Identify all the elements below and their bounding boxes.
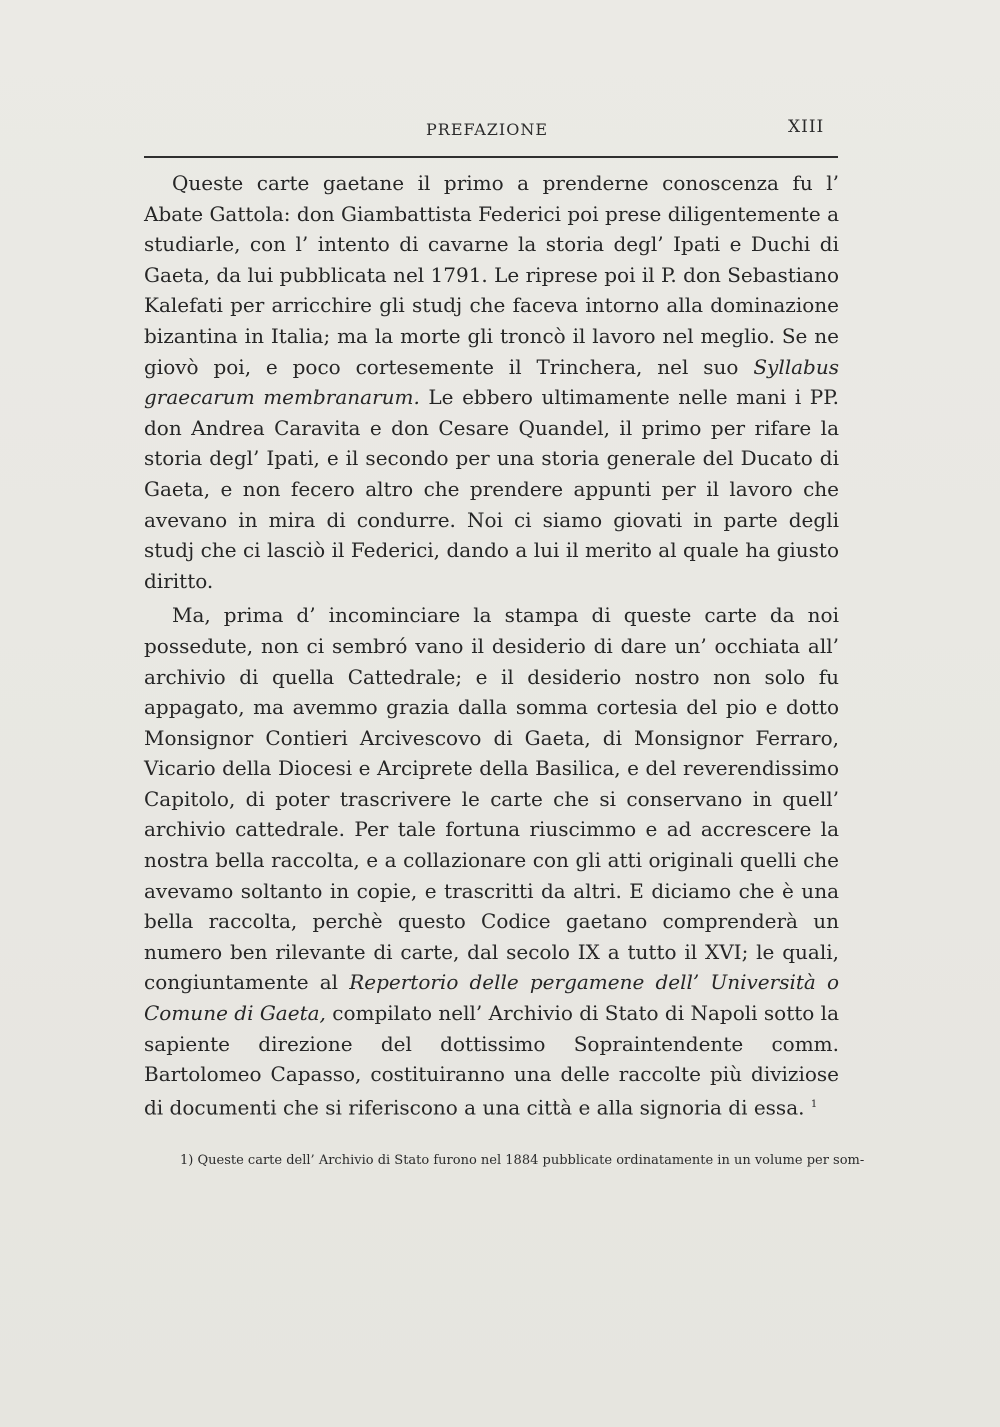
- paragraph-2: [144, 600, 839, 1123]
- paragraph-2-italic-title: Repertorio delle pergamene dell’ Università o Comune di Gaeta,: [144, 970, 839, 1026]
- footnote-reference: 1: [810, 1098, 818, 1110]
- footnote: [180, 1152, 865, 1170]
- main-text: [144, 168, 839, 1123]
- page-number: XIII: [788, 117, 825, 137]
- footnote-marker: 1): [180, 1153, 194, 1168]
- running-title: PREFAZIONE: [426, 120, 548, 139]
- paragraph-1: [144, 168, 839, 596]
- paragraph-2-text-b: compilato nell’ Archivio di Stato di Napoli sotto la sapiente direzione del dottissimo Sopraintendente comm. Bartolomeo Capasso, costituiranno una delle raccolte più diviziose di documenti che si riferiscono a una città e alla signoria di essa.: [144, 1001, 840, 1120]
- paragraph-1-italic-title: Syllabus graecarum membranarum.: [144, 354, 839, 410]
- paragraph-1-text-a: Queste carte gaetane il primo a prenderne conoscenza fu l’ Abate Gattola: don Giambattista Federici poi prese diligentemente a studiarle, con l’ intento di cavarne la storia degl’ Ipati e Duchi di Gaeta, da lui pubblicata nel 1791. Le riprese poi il P. don Sebastiano Kalefati per arricchire gli studj che faceva intorno alla dominazione bizantina in Italia; ma la morte gli troncò il lavoro nel meglio. Se ne giovò poi, e poco cortesemente il Trinchera, nel suo: [144, 171, 839, 379]
- paragraph-2-text-a: Ma, prima d’ incominciare la stampa di queste carte da noi possedute, non ci sembró vano il desiderio di dare un’ occhiata all’ archivio di quella Cattedrale; e il desiderio nostro non solo fu appagato, ma avemmo grazia dalla somma cortesia del pio e dotto Monsignor Contieri Arcivescovo di Gaeta, di Monsignor Ferraro, Vicario della Diocesi e Arciprete della Basilica, e del reverendissimo Capitolo, di poter trascrivere le carte che si conservano in quell’ archivio cattedrale. Per tale fortuna riuscimmo e ad accrescere la nostra bella raccolta, e a collazionare con gli atti originali quelli che avevamo soltanto in copie, e trascritti da altri. E diciamo che è una bella raccolta, perchè questo Codice gaetano comprenderà un numero ben rilevante di carte, dal secolo IX a tutto il XVI; le quali, congiuntamente al: [144, 603, 839, 995]
- paragraph-1-text-b: Le ebbero ultimamente nelle mani i PP. don Andrea Caravita e don Cesare Quandel, il primo per rifare la storia degl’ Ipati, e il secondo per una storia generale del Ducato di Gaeta, e non fecero altro che prendere appunti per il lavoro che avevano in mira di condurre. Noi ci siamo giovati in parte degli studj che ci lasciò il Federici, dando a lui il merito al quale ha giusto diritto.: [144, 385, 840, 593]
- header-rule: [144, 156, 838, 158]
- footnote-text: Queste carte dell’ Archivio di Stato furono nel 1884 pubblicate ordinatamente in un volume per som-: [197, 1153, 865, 1168]
